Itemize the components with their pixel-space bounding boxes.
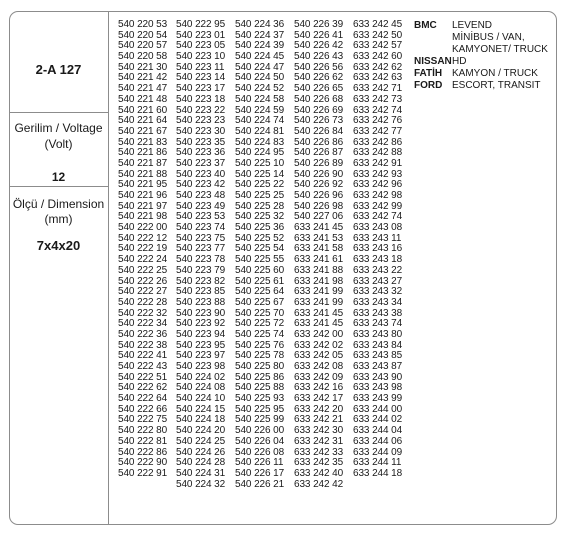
part-code: 540 223 82 — [176, 275, 226, 287]
part-code: 540 222 86 — [118, 446, 168, 458]
part-code: 633 242 02 — [294, 339, 344, 351]
part-code: 540 225 60 — [235, 264, 285, 276]
part-code: 633 242 21 — [294, 414, 344, 426]
part-code: 540 221 88 — [118, 168, 168, 180]
part-code: 540 226 42 — [294, 40, 344, 52]
part-code: 633 242 08 — [294, 361, 344, 372]
part-code: 540 225 61 — [235, 275, 285, 287]
part-code: 633 242 17 — [294, 393, 344, 405]
part-code: 540 226 65 — [294, 83, 344, 95]
part-code: 633 243 74 — [353, 318, 403, 330]
part-code: 633 243 84 — [353, 339, 403, 351]
brand-name: BMC — [414, 20, 437, 31]
brand-row — [414, 20, 548, 32]
part-code: 540 222 12 — [118, 232, 168, 244]
part-code: 633 242 74 — [353, 104, 403, 116]
part-code: 633 242 76 — [353, 115, 403, 127]
part-code: 633 243 98 — [353, 382, 403, 394]
part-code: 540 223 10 — [176, 51, 226, 63]
part-code: 540 225 86 — [235, 371, 285, 383]
part-code: 540 222 91 — [118, 467, 168, 479]
part-code: 540 225 25 — [235, 190, 285, 201]
part-code: 540 221 60 — [118, 104, 168, 116]
part-code: 540 226 39 — [294, 19, 344, 30]
dimension-label: Ölçü / Dimension — [12, 197, 105, 211]
part-code: 540 224 18 — [176, 414, 226, 426]
part-code: 540 226 73 — [294, 115, 344, 127]
part-number: 2-A 127 — [35, 62, 82, 77]
part-code: 540 223 37 — [176, 157, 226, 169]
brand-name — [414, 44, 452, 56]
part-code: 633 243 99 — [353, 393, 403, 405]
part-code: 633 242 99 — [353, 200, 403, 212]
part-code: 633 242 45 — [353, 19, 403, 30]
part-code: 540 224 59 — [235, 104, 285, 116]
part-code: 540 222 66 — [118, 403, 168, 415]
part-code: 633 241 61 — [294, 254, 344, 266]
part-code: 633 241 45 — [294, 318, 344, 330]
part-code: 540 225 10 — [235, 157, 285, 169]
part-code: 540 224 39 — [235, 40, 285, 52]
part-code: 540 223 18 — [176, 93, 226, 105]
part-code: 540 222 81 — [118, 435, 168, 447]
part-code: 633 244 00 — [353, 403, 403, 415]
part-code: 540 225 54 — [235, 243, 285, 255]
part-code: 540 221 98 — [118, 211, 168, 223]
part-code: 540 225 32 — [235, 211, 285, 223]
brand-row — [414, 32, 548, 44]
part-code: 633 242 50 — [353, 29, 403, 41]
part-code: 540 223 94 — [176, 328, 226, 340]
part-code: 633 242 98 — [353, 190, 403, 201]
part-code: 540 224 10 — [176, 393, 226, 405]
part-code: 633 242 91 — [353, 157, 403, 169]
part-code: 633 243 32 — [353, 286, 403, 298]
part-code: 540 223 79 — [176, 264, 226, 276]
part-code: 633 241 45 — [294, 222, 344, 234]
part-code: 540 223 14 — [176, 72, 226, 84]
part-code: 540 224 52 — [235, 83, 285, 95]
part-code: 633 243 38 — [353, 307, 403, 319]
dimension-value: 7x4x20 — [36, 238, 81, 253]
part-code: 540 220 57 — [118, 40, 168, 52]
part-code: 540 223 97 — [176, 350, 226, 362]
part-code: 540 226 41 — [294, 29, 344, 41]
part-code: 540 223 48 — [176, 190, 226, 201]
voltage-value: 12 — [51, 170, 66, 184]
part-code: 633 242 42 — [294, 478, 344, 490]
part-code: 540 223 74 — [176, 222, 226, 234]
brand-model: MİNİBUS / VAN, — [452, 32, 525, 43]
part-code: 540 226 92 — [294, 179, 344, 191]
part-code: 633 242 73 — [353, 93, 403, 105]
part-code: 540 224 25 — [176, 435, 226, 447]
section-divider — [9, 186, 108, 187]
part-code: 633 242 88 — [353, 147, 403, 159]
part-code: 633 242 77 — [353, 125, 403, 137]
part-code: 540 224 58 — [235, 93, 285, 105]
brand-name: FORD — [414, 80, 443, 91]
part-code: 540 223 85 — [176, 286, 226, 298]
brand-model: ESCORT, TRANSIT — [452, 80, 541, 91]
part-code: 540 225 14 — [235, 168, 285, 180]
part-code: 540 223 36 — [176, 147, 226, 159]
part-code: 540 224 31 — [176, 467, 226, 479]
part-code: 540 223 23 — [176, 115, 226, 127]
part-code: 633 243 08 — [353, 222, 403, 234]
part-code: 540 221 30 — [118, 61, 168, 73]
part-code: 540 221 87 — [118, 157, 168, 169]
part-code: 633 242 40 — [294, 467, 344, 479]
part-code: 540 224 37 — [235, 29, 285, 41]
part-code: 540 224 32 — [176, 478, 226, 490]
part-code: 540 225 95 — [235, 403, 285, 415]
part-code: 540 223 49 — [176, 200, 226, 212]
part-code: 540 224 81 — [235, 125, 285, 137]
part-code: 540 222 24 — [118, 254, 168, 266]
voltage-unit: (Volt) — [44, 137, 73, 151]
part-code: 633 243 11 — [353, 232, 402, 244]
part-code: 540 222 64 — [118, 393, 168, 405]
part-code: 540 225 78 — [235, 350, 285, 362]
part-code: 540 221 95 — [118, 179, 168, 191]
part-code: 540 225 80 — [235, 361, 285, 372]
brand-name — [414, 32, 452, 44]
column-divider — [108, 11, 109, 525]
part-code: 633 241 58 — [294, 243, 344, 255]
part-code: 540 226 08 — [235, 446, 285, 458]
part-code: 633 244 11 — [353, 457, 402, 469]
part-code: 540 222 36 — [118, 328, 168, 340]
part-code: 540 224 50 — [235, 72, 285, 84]
part-code: 540 226 84 — [294, 125, 344, 137]
section-divider — [9, 112, 108, 113]
brand-name: NISSAN — [414, 56, 452, 67]
part-code: 633 243 22 — [353, 264, 403, 276]
part-code: 633 242 20 — [294, 403, 344, 415]
part-code: 540 223 75 — [176, 232, 226, 244]
part-code: 633 242 33 — [294, 446, 344, 458]
part-code: 633 241 53 — [294, 232, 344, 244]
part-code: 540 225 74 — [235, 328, 285, 340]
part-code: 540 226 98 — [294, 200, 344, 212]
part-code: 540 222 80 — [118, 425, 168, 437]
part-code: 540 222 19 — [118, 243, 168, 255]
part-code: 540 221 47 — [118, 83, 168, 95]
part-code: 540 226 86 — [294, 136, 344, 148]
part-code: 540 226 69 — [294, 104, 344, 116]
part-code: 540 224 08 — [176, 382, 226, 394]
part-code: 540 222 26 — [118, 275, 168, 287]
part-code: 540 225 67 — [235, 296, 285, 308]
part-code: 633 242 93 — [353, 168, 403, 180]
part-code: 540 221 96 — [118, 190, 168, 201]
part-code: 540 224 47 — [235, 61, 285, 73]
part-code: 540 225 72 — [235, 318, 285, 330]
code-column-1 — [118, 20, 167, 480]
part-code: 540 223 53 — [176, 211, 226, 223]
part-code: 540 225 93 — [235, 393, 285, 405]
part-code: 540 223 42 — [176, 179, 226, 191]
part-code: 633 242 96 — [353, 179, 403, 191]
part-code: 540 222 27 — [118, 286, 168, 298]
part-code: 633 242 16 — [294, 382, 344, 394]
part-code: 540 220 53 — [118, 19, 168, 30]
code-column-4 — [294, 20, 343, 490]
brand-model: HD — [452, 56, 467, 67]
part-code: 540 224 95 — [235, 147, 285, 159]
part-code: 540 222 00 — [118, 222, 168, 234]
brand-name: FATİH — [414, 68, 443, 79]
part-code: 540 225 70 — [235, 307, 285, 319]
part-code: 633 241 99 — [294, 286, 344, 298]
part-code: 633 242 05 — [294, 350, 344, 362]
part-code: 540 224 20 — [176, 425, 226, 437]
part-code: 540 226 68 — [294, 93, 344, 105]
brand-list — [414, 20, 548, 92]
part-code: 540 223 40 — [176, 168, 226, 180]
part-code: 633 242 35 — [294, 457, 344, 469]
part-code: 633 243 16 — [353, 243, 403, 255]
part-code: 540 222 28 — [118, 296, 168, 308]
part-code: 540 223 11 — [176, 61, 225, 73]
part-code: 633 244 18 — [353, 467, 403, 479]
part-code: 540 224 36 — [235, 19, 285, 30]
part-code: 540 223 77 — [176, 243, 226, 255]
part-code: 540 226 43 — [294, 51, 344, 63]
part-code: 540 226 96 — [294, 190, 344, 201]
part-code: 540 224 28 — [176, 457, 226, 469]
part-code: 540 225 99 — [235, 414, 285, 426]
part-code: 633 244 06 — [353, 435, 403, 447]
part-code: 540 224 83 — [235, 136, 285, 148]
part-code: 540 224 02 — [176, 371, 226, 383]
part-code: 540 223 01 — [176, 29, 226, 41]
part-code: 540 224 26 — [176, 446, 226, 458]
part-code: 540 222 32 — [118, 307, 168, 319]
part-code: 633 243 80 — [353, 328, 403, 340]
part-code: 633 242 00 — [294, 328, 344, 340]
part-code: 633 242 30 — [294, 425, 344, 437]
part-code: 540 222 75 — [118, 414, 168, 426]
part-code: 633 244 02 — [353, 414, 403, 426]
part-code: 540 222 25 — [118, 264, 168, 276]
part-code: 540 223 05 — [176, 40, 226, 52]
part-code: 633 241 45 — [294, 307, 344, 319]
part-code: 633 243 27 — [353, 275, 403, 287]
part-code: 633 244 04 — [353, 425, 403, 437]
brand-row — [414, 44, 548, 56]
brand-model: KAMYONET/ TRUCK — [452, 44, 548, 55]
part-code: 540 224 74 — [235, 115, 285, 127]
part-code: 540 226 87 — [294, 147, 344, 159]
part-code: 633 241 99 — [294, 296, 344, 308]
voltage-label: Gerilim / Voltage — [14, 121, 103, 135]
part-code: 633 243 87 — [353, 361, 403, 372]
part-code: 540 221 86 — [118, 147, 168, 159]
part-code: 540 226 89 — [294, 157, 344, 169]
brand-model: LEVEND — [452, 20, 493, 31]
part-code: 540 225 64 — [235, 286, 285, 298]
part-code: 540 226 17 — [235, 467, 285, 479]
part-code: 540 223 22 — [176, 104, 226, 116]
part-code: 633 242 62 — [353, 61, 403, 73]
part-code: 540 222 51 — [118, 371, 168, 383]
part-code: 540 225 52 — [235, 232, 285, 244]
part-code: 540 225 28 — [235, 200, 285, 212]
part-code: 540 222 34 — [118, 318, 168, 330]
part-code: 540 222 90 — [118, 457, 168, 469]
code-column-5 — [353, 20, 402, 480]
brand-model: KAMYON / TRUCK — [452, 68, 538, 79]
part-code: 540 223 78 — [176, 254, 226, 266]
brand-row — [414, 80, 548, 92]
part-code: 540 221 97 — [118, 200, 168, 212]
part-code: 540 223 35 — [176, 136, 226, 148]
part-code: 633 243 85 — [353, 350, 403, 362]
part-code: 633 242 71 — [353, 83, 403, 95]
part-code: 633 242 31 — [294, 435, 344, 447]
part-code: 540 221 64 — [118, 115, 168, 127]
part-code: 540 223 98 — [176, 361, 226, 372]
part-code: 633 242 63 — [353, 72, 403, 84]
part-code: 633 242 60 — [353, 51, 403, 63]
part-code: 540 221 42 — [118, 72, 168, 84]
part-code: 540 226 04 — [235, 435, 285, 447]
brand-row — [414, 56, 548, 68]
part-code: 540 223 95 — [176, 339, 226, 351]
part-code: 540 221 83 — [118, 136, 168, 148]
part-code: 540 223 30 — [176, 125, 226, 137]
code-column-2 — [176, 20, 225, 490]
part-code: 540 223 90 — [176, 307, 226, 319]
part-code: 540 221 67 — [118, 125, 168, 137]
part-code: 540 224 15 — [176, 403, 226, 415]
part-code: 540 225 36 — [235, 222, 285, 234]
part-code: 540 226 56 — [294, 61, 344, 73]
part-code: 540 222 95 — [176, 19, 226, 30]
part-code: 633 241 88 — [294, 264, 344, 276]
part-code: 540 226 62 — [294, 72, 344, 84]
part-code: 540 222 62 — [118, 382, 168, 394]
part-code: 540 223 88 — [176, 296, 226, 308]
part-code: 633 242 57 — [353, 40, 403, 52]
code-column-3 — [235, 20, 284, 490]
part-code: 633 242 74 — [353, 211, 403, 223]
part-code: 633 243 34 — [353, 296, 403, 308]
part-code: 540 222 43 — [118, 361, 168, 372]
part-code: 540 223 17 — [176, 83, 226, 95]
part-code: 540 225 55 — [235, 254, 285, 266]
part-code: 540 220 58 — [118, 51, 168, 63]
part-code: 633 243 18 — [353, 254, 403, 266]
part-code: 540 223 92 — [176, 318, 226, 330]
part-code: 540 222 38 — [118, 339, 168, 351]
part-code: 540 227 06 — [294, 211, 344, 223]
part-code: 540 221 48 — [118, 93, 168, 105]
brand-row — [414, 68, 548, 80]
dimension-unit: (mm) — [44, 212, 73, 226]
part-code: 540 226 11 — [235, 457, 284, 469]
part-code: 540 226 90 — [294, 168, 344, 180]
part-code: 633 243 90 — [353, 371, 403, 383]
part-code: 540 225 22 — [235, 179, 285, 191]
part-code: 633 242 86 — [353, 136, 403, 148]
part-code: 540 225 76 — [235, 339, 285, 351]
part-code: 633 242 09 — [294, 371, 344, 383]
part-code: 540 226 21 — [235, 478, 285, 490]
part-code: 540 226 00 — [235, 425, 285, 437]
part-code: 540 224 45 — [235, 51, 285, 63]
part-code: 540 225 88 — [235, 382, 285, 394]
part-code: 540 220 54 — [118, 29, 168, 41]
part-code: 633 244 09 — [353, 446, 403, 458]
part-code: 540 222 41 — [118, 350, 168, 362]
part-code: 633 241 98 — [294, 275, 344, 287]
